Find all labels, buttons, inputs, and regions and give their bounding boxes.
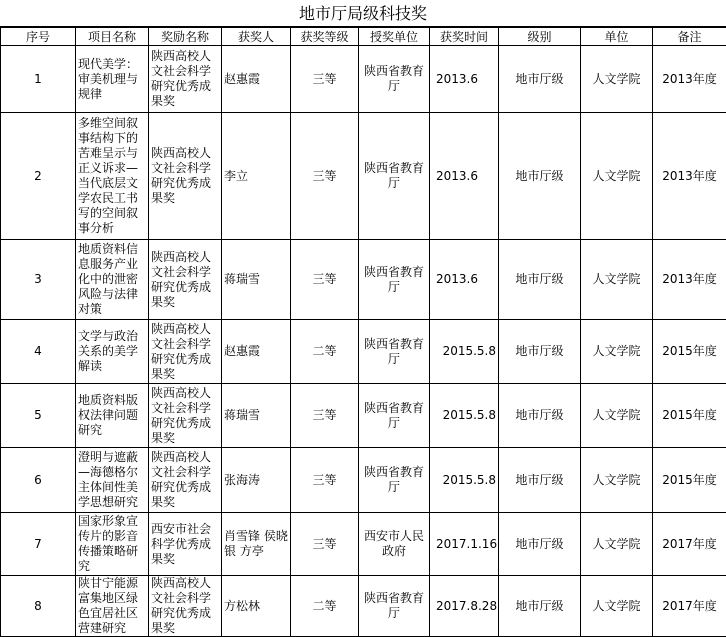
cell-grade[interactable]: 三等 bbox=[291, 113, 359, 240]
cell-grade[interactable]: 三等 bbox=[291, 513, 359, 576]
cell-grade[interactable]: 二等 bbox=[291, 576, 359, 637]
cell-issuer[interactable]: 陕西省教育厅 bbox=[359, 576, 430, 637]
cell-level[interactable]: 地市厅级 bbox=[499, 384, 581, 448]
cell-grade[interactable]: 二等 bbox=[291, 320, 359, 384]
cell-project-name[interactable]: 多维空间叙事结构下的苦难呈示与正义诉求—当代底层文学农民工书写的空间叙事分析 bbox=[76, 113, 149, 240]
cell-no[interactable]: 1 bbox=[1, 46, 76, 113]
cell-issuer[interactable]: 陕西省教育厅 bbox=[359, 320, 430, 384]
table-row bbox=[1, 448, 726, 513]
cell-remark[interactable]: 2015年度 bbox=[653, 320, 726, 384]
table-row bbox=[1, 320, 726, 384]
cell-grade[interactable]: 三等 bbox=[291, 46, 359, 113]
cell-no[interactable]: 2 bbox=[1, 113, 76, 240]
cell-remark[interactable]: 2015年度 bbox=[653, 448, 726, 513]
awards-table bbox=[0, 27, 726, 637]
header-cell-no[interactable]: 序号 bbox=[1, 28, 76, 46]
cell-remark[interactable]: 2017年度 bbox=[653, 513, 726, 576]
table-row bbox=[1, 113, 726, 240]
cell-date[interactable]: 2017.8.28 bbox=[430, 576, 499, 637]
cell-date[interactable]: 2013.6 bbox=[430, 113, 499, 240]
cell-issuer[interactable]: 陕西省教育厅 bbox=[359, 46, 430, 113]
table-row bbox=[1, 576, 726, 637]
cell-level[interactable]: 地市厅级 bbox=[499, 513, 581, 576]
cell-winner[interactable]: 蒋瑞雪 bbox=[222, 240, 291, 320]
cell-remark[interactable]: 2013年度 bbox=[653, 113, 726, 240]
cell-award-name[interactable]: 陕西高校人文社会科学研究优秀成果奖 bbox=[149, 240, 222, 320]
table-row bbox=[1, 240, 726, 320]
cell-winner[interactable]: 肖雪锋 侯晓银 方亭 bbox=[222, 513, 291, 576]
cell-date[interactable]: 2013.6 bbox=[430, 240, 499, 320]
header-cell-award[interactable]: 奖励名称 bbox=[149, 28, 222, 46]
header-cell-remark[interactable]: 备注 bbox=[653, 28, 726, 46]
cell-grade[interactable]: 三等 bbox=[291, 448, 359, 513]
cell-award-name[interactable]: 陕西高校人文社会科学研究优秀成果奖 bbox=[149, 384, 222, 448]
cell-award-name[interactable]: 陕西高校人文社会科学研究优秀成果奖 bbox=[149, 46, 222, 113]
cell-dept[interactable]: 人文学院 bbox=[581, 576, 653, 637]
cell-project-name[interactable]: 澄明与遮蔽—海德格尔主体间性美学思想研究 bbox=[76, 448, 149, 513]
cell-winner[interactable]: 赵惠霞 bbox=[222, 320, 291, 384]
cell-issuer[interactable]: 西安市人民政府 bbox=[359, 513, 430, 576]
cell-issuer[interactable]: 陕西省教育厅 bbox=[359, 384, 430, 448]
header-cell-name[interactable]: 项目名称 bbox=[76, 28, 149, 46]
cell-winner[interactable]: 张海涛 bbox=[222, 448, 291, 513]
cell-dept[interactable]: 人文学院 bbox=[581, 46, 653, 113]
cell-date[interactable]: 2015.5.8 bbox=[430, 448, 499, 513]
cell-dept[interactable]: 人文学院 bbox=[581, 320, 653, 384]
cell-project-name[interactable]: 现代美学：审美机理与规律 bbox=[76, 46, 149, 113]
cell-winner[interactable]: 蒋瑞雪 bbox=[222, 384, 291, 448]
cell-level[interactable]: 地市厅级 bbox=[499, 46, 581, 113]
cell-winner[interactable]: 赵惠霞 bbox=[222, 46, 291, 113]
cell-issuer[interactable]: 陕西省教育厅 bbox=[359, 448, 430, 513]
table-row bbox=[1, 46, 726, 113]
table-row bbox=[1, 384, 726, 448]
header-row bbox=[1, 28, 726, 46]
cell-award-name[interactable]: 陕西高校人文社会科学研究优秀成果奖 bbox=[149, 320, 222, 384]
cell-remark[interactable]: 2013年度 bbox=[653, 46, 726, 113]
cell-remark[interactable]: 2017年度 bbox=[653, 576, 726, 637]
cell-award-name[interactable]: 陕西高校人文社会科学研究优秀成果奖 bbox=[149, 113, 222, 240]
cell-winner[interactable]: 李立 bbox=[222, 113, 291, 240]
cell-no[interactable]: 6 bbox=[1, 448, 76, 513]
cell-award-name[interactable]: 西安市社会科学优秀成果奖 bbox=[149, 513, 222, 576]
cell-date[interactable]: 2015.5.8 bbox=[430, 384, 499, 448]
cell-project-name[interactable]: 地质资料版权法律问题研究 bbox=[76, 384, 149, 448]
sheet-title: 地市厅局级科技奖 bbox=[0, 0, 726, 27]
header-cell-issuer[interactable]: 授奖单位 bbox=[359, 28, 430, 46]
cell-level[interactable]: 地市厅级 bbox=[499, 448, 581, 513]
cell-remark[interactable]: 2013年度 bbox=[653, 240, 726, 320]
cell-dept[interactable]: 人文学院 bbox=[581, 384, 653, 448]
cell-level[interactable]: 地市厅级 bbox=[499, 576, 581, 637]
table-row bbox=[1, 513, 726, 576]
cell-level[interactable]: 地市厅级 bbox=[499, 320, 581, 384]
cell-dept[interactable]: 人文学院 bbox=[581, 513, 653, 576]
cell-issuer[interactable]: 陕西省教育厅 bbox=[359, 113, 430, 240]
cell-date[interactable]: 2013.6 bbox=[430, 46, 499, 113]
cell-grade[interactable]: 三等 bbox=[291, 384, 359, 448]
cell-no[interactable]: 4 bbox=[1, 320, 76, 384]
cell-grade[interactable]: 三等 bbox=[291, 240, 359, 320]
cell-no[interactable]: 3 bbox=[1, 240, 76, 320]
cell-issuer[interactable]: 陕西省教育厅 bbox=[359, 240, 430, 320]
header-cell-dept[interactable]: 单位 bbox=[581, 28, 653, 46]
cell-winner[interactable]: 方松林 bbox=[222, 576, 291, 637]
cell-project-name[interactable]: 地质资料信息服务产业化中的泄密风险与法律对策 bbox=[76, 240, 149, 320]
cell-no[interactable]: 7 bbox=[1, 513, 76, 576]
cell-award-name[interactable]: 陕西高校人文社会科学研究优秀成果奖 bbox=[149, 576, 222, 637]
header-cell-winner[interactable]: 获奖人 bbox=[222, 28, 291, 46]
cell-date[interactable]: 2015.5.8 bbox=[430, 320, 499, 384]
cell-no[interactable]: 5 bbox=[1, 384, 76, 448]
cell-dept[interactable]: 人文学院 bbox=[581, 240, 653, 320]
cell-date[interactable]: 2017.1.16 bbox=[430, 513, 499, 576]
cell-dept[interactable]: 人文学院 bbox=[581, 113, 653, 240]
cell-no[interactable]: 8 bbox=[1, 576, 76, 637]
cell-level[interactable]: 地市厅级 bbox=[499, 113, 581, 240]
header-cell-grade[interactable]: 获奖等级 bbox=[291, 28, 359, 46]
cell-remark[interactable]: 2015年度 bbox=[653, 384, 726, 448]
cell-project-name[interactable]: 陕甘宁能源富集地区绿色宜居社区营建研究 bbox=[76, 576, 149, 637]
cell-level[interactable]: 地市厅级 bbox=[499, 240, 581, 320]
cell-project-name[interactable]: 国家形象宣传片的影音传播策略研究 bbox=[76, 513, 149, 576]
cell-award-name[interactable]: 陕西高校人文社会科学研究优秀成果奖 bbox=[149, 448, 222, 513]
cell-dept[interactable]: 人文学院 bbox=[581, 448, 653, 513]
cell-project-name[interactable]: 文学与政治关系的美学解读 bbox=[76, 320, 149, 384]
header-cell-level[interactable]: 级别 bbox=[499, 28, 581, 46]
header-cell-date[interactable]: 获奖时间 bbox=[430, 28, 499, 46]
